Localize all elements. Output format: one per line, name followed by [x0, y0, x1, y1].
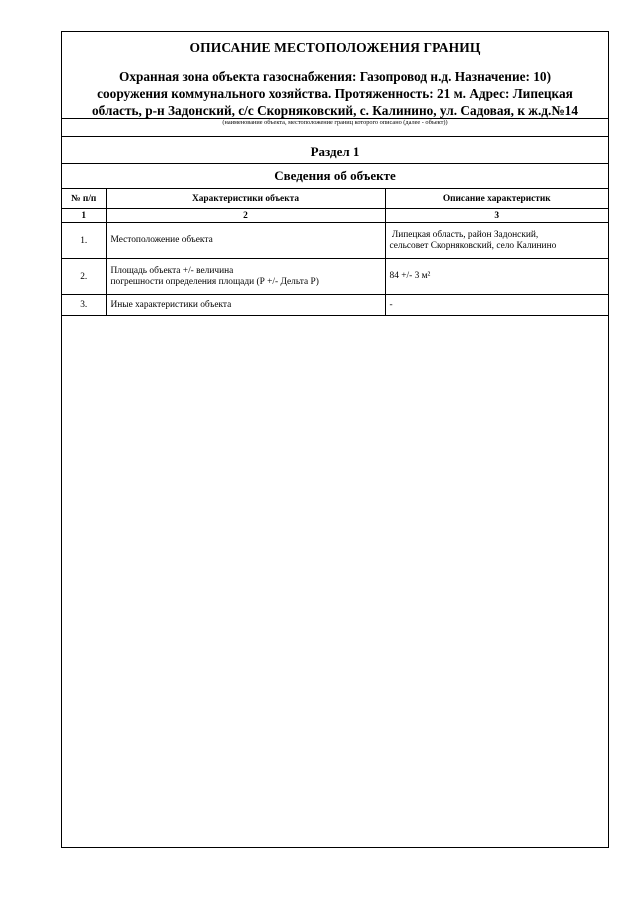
- object-caption: (наименование объекта, местоположение границ которого описано (далее - объект)): [222, 119, 448, 126]
- characteristic-line: Площадь объекта +/- величина: [110, 265, 234, 276]
- row-description: [385, 295, 608, 316]
- description-line: 84 +/- 3 м²: [389, 271, 431, 281]
- characteristic-line: Иные характеристики объекта: [110, 299, 232, 310]
- object-name-line: сооружения коммунального хозяйства. Протяженность: 21 м. Адрес: Липецкая: [97, 86, 573, 101]
- divider: [62, 136, 608, 137]
- section-subtitle: Сведения об объекте: [274, 168, 396, 183]
- header-description: Описание характеристик: [385, 189, 608, 209]
- column-number: 1: [62, 209, 106, 223]
- description-line: Липецкая область, район Задонский,: [389, 229, 539, 240]
- divider: [62, 163, 608, 164]
- table-row: [62, 295, 608, 316]
- table-row: [62, 259, 608, 295]
- row-characteristic: [106, 223, 385, 259]
- column-number-row: [62, 209, 608, 223]
- table-header-row: [62, 189, 608, 209]
- row-number: 3.: [62, 295, 106, 316]
- section-title: Раздел 1: [310, 144, 360, 159]
- description-line: сельсовет Скорняковский, село Калинино: [389, 240, 557, 251]
- column-number: 3: [385, 209, 608, 223]
- characteristic-line: погрешности определения площади (Р +/- Дельта Р): [110, 276, 319, 287]
- header-characteristic: Характеристики объекта: [106, 189, 385, 209]
- row-number: 2.: [62, 259, 106, 295]
- table-row: [62, 223, 608, 259]
- object-name: [68, 68, 602, 119]
- document-frame: [61, 31, 609, 848]
- document-title: ОПИСАНИЕ МЕСТОПОЛОЖЕНИЯ ГРАНИЦ: [189, 40, 481, 55]
- object-name-line: Охранная зона объекта газоснабжения: Газопровод н.д. Назначение: 10): [119, 69, 551, 84]
- row-description: [385, 259, 608, 295]
- characteristic-line: Местоположение объекта: [110, 235, 213, 245]
- row-characteristic: [106, 259, 385, 295]
- column-number: 2: [106, 209, 385, 223]
- description-line: -: [389, 299, 393, 310]
- row-characteristic: [106, 295, 385, 316]
- row-number: 1.: [62, 223, 106, 259]
- object-info-table: [62, 188, 608, 316]
- header-number: № п/п: [62, 189, 106, 209]
- object-name-line: область, р-н Задонский, с/с Скорняковский, с. Калинино, ул. Садовая, к ж.д.№14: [92, 103, 578, 118]
- row-description: [385, 223, 608, 259]
